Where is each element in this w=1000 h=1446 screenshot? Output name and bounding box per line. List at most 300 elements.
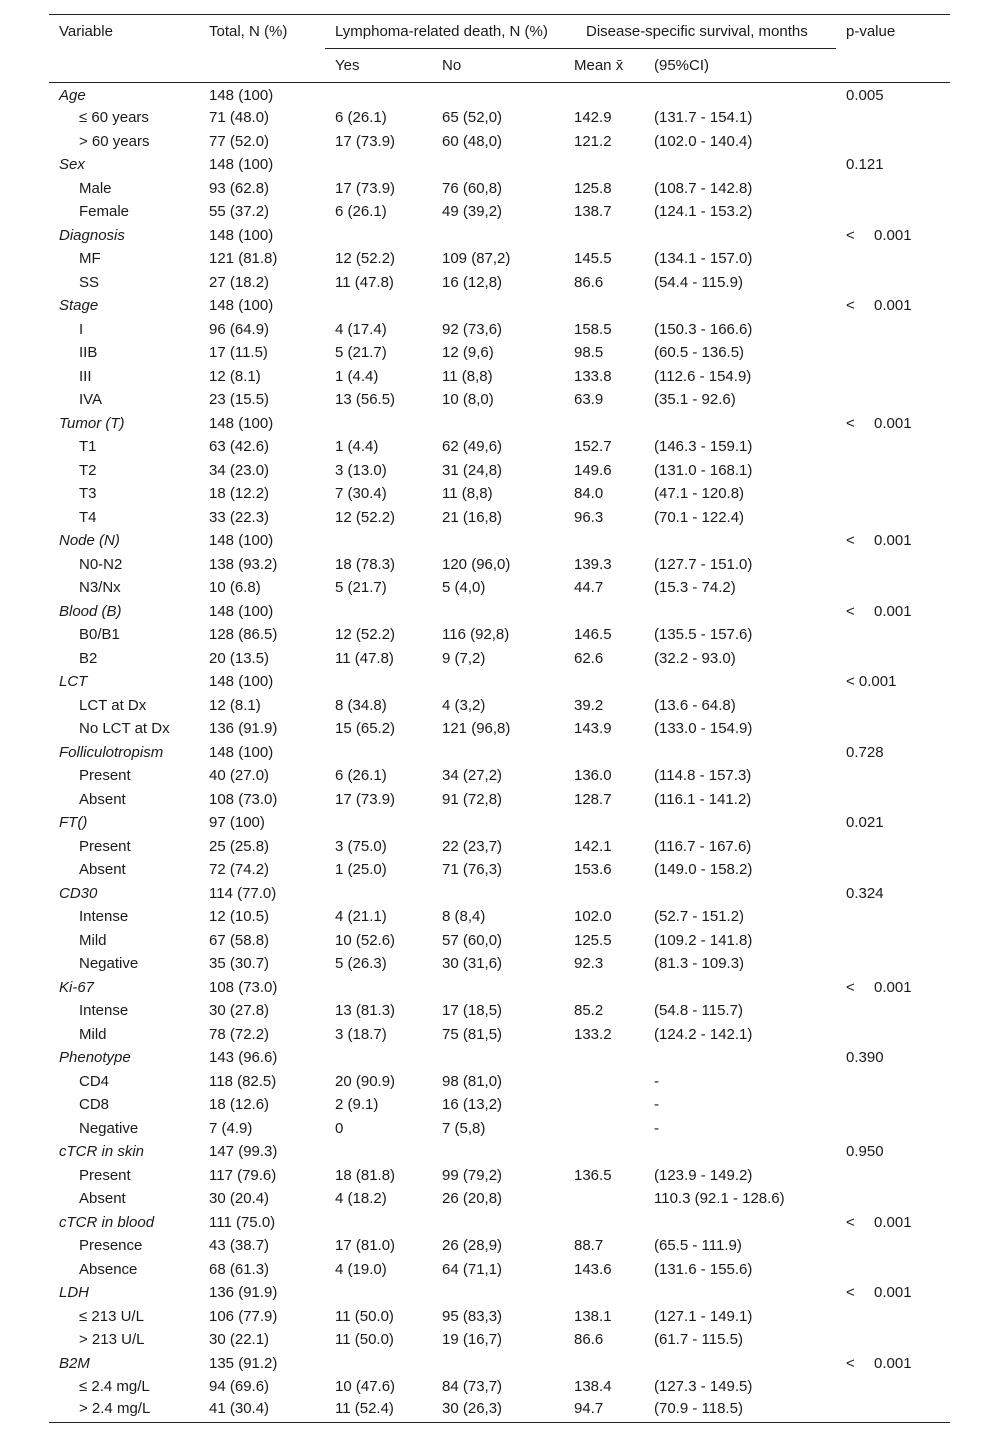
table-row [49, 482, 950, 506]
cell-variable: Intense [79, 908, 129, 926]
pvalue-number: 0.001 [874, 1354, 912, 1372]
pvalue-prefix: < [846, 226, 855, 244]
cell-ci [654, 1140, 836, 1164]
cell-death-no: 10 (8,0) [442, 391, 494, 409]
cell-pvalue [836, 647, 950, 671]
header-total: Total, N (%) [209, 15, 325, 49]
cell-death-no: 17 (18,5) [442, 1002, 503, 1020]
cell-death-no: 26 (28,9) [442, 1237, 503, 1255]
cell-death-yes [325, 224, 442, 248]
cell-mean: 139.3 [574, 555, 612, 573]
cell-variable: > 60 years [79, 132, 150, 150]
cell-ci [654, 670, 836, 694]
cell-ci: (133.0 - 154.9) [654, 720, 753, 738]
cell-ci: (109.2 - 141.8) [654, 931, 753, 949]
cell-total: 30 (27.8) [209, 1002, 270, 1020]
cell-mean: 152.7 [574, 438, 612, 456]
cell-death-yes: 1 (4.4) [335, 367, 379, 385]
cell-variable: Mild [79, 931, 107, 949]
cell-variable: Female [79, 203, 130, 221]
cell-death-no [442, 529, 570, 553]
header-empty-3 [836, 49, 950, 83]
cell-death-yes [325, 1211, 442, 1235]
cell-total: 148 (100) [209, 414, 274, 432]
table-row [49, 1164, 950, 1188]
table-row-group [49, 1352, 950, 1376]
cell-pvalue [836, 1352, 950, 1376]
header-mean: Mean x̄ [574, 57, 624, 74]
cell-death-yes: 4 (19.0) [335, 1260, 387, 1278]
cell-variable: Ki-67 [59, 978, 95, 996]
cell-pvalue [836, 1258, 950, 1282]
cell-total: 135 (91.2) [209, 1354, 278, 1372]
cell-death-yes: 11 (50.0) [335, 1307, 394, 1325]
table-row-group [49, 882, 950, 906]
cell-total: 148 (100) [209, 297, 274, 315]
pvalue-prefix: < [846, 297, 855, 315]
cell-death-no [442, 153, 570, 177]
cell-death-yes [325, 882, 442, 906]
cell-ci: (47.1 - 120.8) [654, 485, 745, 503]
cell-total: 78 (72.2) [209, 1025, 270, 1043]
table-row-group [49, 412, 950, 436]
cell-total: 148 (100) [209, 226, 274, 244]
cell-total: 12 (8.1) [209, 367, 261, 385]
cell-death-no: 30 (26,3) [442, 1399, 570, 1423]
cell-death-yes: 6 (26.1) [335, 767, 387, 785]
cell-variable: Intense [79, 1002, 129, 1020]
cell-mean [570, 1352, 654, 1376]
cell-pvalue [836, 130, 950, 154]
cell-death-no [442, 1140, 570, 1164]
table-row-group [49, 1281, 950, 1305]
table-row-group [49, 153, 950, 177]
cell-death-no: 116 (92,8) [442, 626, 510, 644]
cell-variable: I [79, 320, 84, 338]
cell-death-yes [325, 412, 442, 436]
cell-ci [654, 811, 836, 835]
cell-death-yes [325, 811, 442, 835]
cell-total: 148 (100) [209, 532, 274, 550]
header-no: No [442, 57, 462, 74]
cell-variable: Absent [79, 1190, 126, 1208]
cell-total: 67 (58.8) [209, 931, 270, 949]
cell-death-no: 91 (72,8) [442, 790, 503, 808]
cell-mean [570, 741, 654, 765]
cell-variable: Male [79, 179, 112, 197]
table-row [49, 694, 950, 718]
cell-mean [570, 882, 654, 906]
cell-total: 121 (81.8) [209, 250, 278, 268]
cell-death-yes [325, 153, 442, 177]
cell-mean: 146.5 [574, 626, 612, 644]
cell-death-yes: 18 (81.8) [335, 1166, 396, 1184]
cell-pvalue [836, 835, 950, 859]
cell-variable: B2M [59, 1354, 90, 1372]
cell-total: 68 (61.3) [209, 1260, 270, 1278]
table-row-group [49, 600, 950, 624]
cell-death-no: 64 (71,1) [442, 1260, 503, 1278]
cell-variable: LDH [59, 1284, 90, 1302]
cell-death-no: 8 (8,4) [442, 908, 486, 926]
cell-pvalue [836, 717, 950, 741]
cell-mean [570, 1140, 654, 1164]
cell-ci: (70.9 - 118.5) [654, 1399, 836, 1423]
cell-total: 93 (62.8) [209, 179, 270, 197]
cell-total: 118 (82.5) [209, 1072, 277, 1090]
cell-total: 41 (30.4) [209, 1399, 325, 1423]
cell-death-no: 71 (76,3) [442, 861, 503, 879]
cell-total: 18 (12.2) [209, 485, 270, 503]
cell-total: 77 (52.0) [209, 132, 270, 150]
table-row [49, 1234, 950, 1258]
cell-mean: 98.5 [574, 344, 604, 362]
cell-death-no: 21 (16,8) [442, 508, 503, 526]
cell-total: 148 (100) [209, 156, 274, 174]
cell-pvalue [836, 1164, 950, 1188]
cell-death-no: 109 (87,2) [442, 250, 511, 268]
cell-mean: 39.2 [574, 696, 604, 714]
cell-mean: 92.3 [574, 955, 604, 973]
cell-mean [570, 1046, 654, 1070]
cell-ci: (112.6 - 154.9) [654, 367, 752, 385]
cell-pvalue [836, 623, 950, 647]
table-row [49, 318, 950, 342]
cell-death-yes: 4 (21.1) [335, 908, 387, 926]
cell-ci: 110.3 (92.1 - 128.6) [654, 1190, 785, 1208]
cell-ci [654, 224, 836, 248]
header-yes: Yes [335, 57, 360, 74]
cell-death-yes: 20 (90.9) [335, 1072, 396, 1090]
cell-ci [654, 529, 836, 553]
pvalue-prefix: < [846, 532, 855, 550]
cell-ci [654, 600, 836, 624]
table-row-group [49, 670, 950, 694]
cell-death-no [442, 412, 570, 436]
cell-death-no: 92 (73,6) [442, 320, 503, 338]
cell-death-no: 121 (96,8) [442, 720, 511, 738]
cell-variable: IVA [79, 391, 103, 409]
pvalue-number: 0.001 [874, 1284, 912, 1302]
table-row [49, 388, 950, 412]
table-row-group [49, 976, 950, 1000]
cell-death-no: 49 (39,2) [442, 203, 503, 221]
cell-death-yes: 11 (52.4) [325, 1399, 442, 1423]
cell-pvalue [836, 576, 950, 600]
cell-mean [570, 600, 654, 624]
cell-pvalue [836, 1093, 950, 1117]
cell-variable: Present [79, 767, 131, 785]
cell-total: 108 (73.0) [209, 978, 278, 996]
cell-pvalue [836, 1305, 950, 1329]
cell-death-yes: 10 (47.6) [335, 1378, 396, 1396]
cell-death-no [442, 976, 570, 1000]
cell-pvalue [836, 318, 950, 342]
cell-death-yes: 12 (52.2) [335, 508, 396, 526]
cell-pvalue [836, 999, 950, 1023]
cell-death-yes: 17 (81.0) [335, 1237, 396, 1255]
cell-variable: Node (N) [59, 532, 120, 550]
cell-mean: 125.5 [574, 931, 612, 949]
cell-mean: 94.7 [570, 1399, 654, 1423]
cell-death-yes: 15 (65.2) [335, 720, 396, 738]
table-row [49, 623, 950, 647]
cell-pvalue [836, 482, 950, 506]
cell-ci: (127.7 - 151.0) [654, 555, 753, 573]
cell-mean: 125.8 [574, 179, 612, 197]
cell-pvalue [836, 412, 950, 436]
cell-total: 138 (93.2) [209, 555, 278, 573]
cell-variable: CD30 [59, 884, 98, 902]
table-row-group [49, 811, 950, 835]
cell-ci: (135.5 - 157.6) [654, 626, 753, 644]
cell-death-no: 4 (3,2) [442, 696, 486, 714]
cell-ci: (54.4 - 115.9) [654, 273, 743, 291]
cell-pvalue [836, 788, 950, 812]
cell-ci [654, 976, 836, 1000]
cell-variable: Present [79, 837, 131, 855]
cell-ci: (127.1 - 149.1) [654, 1307, 753, 1325]
cell-mean: 136.0 [574, 767, 612, 785]
cell-mean: 121.2 [574, 132, 612, 150]
cell-death-yes: 6 (26.1) [335, 203, 387, 221]
cell-variable: ≤ 213 U/L [79, 1307, 144, 1325]
table-row [49, 247, 950, 271]
cell-mean: 149.6 [574, 461, 612, 479]
table-row [49, 929, 950, 953]
cell-total: 35 (30.7) [209, 955, 270, 973]
cell-mean: 96.3 [574, 508, 604, 526]
cell-pvalue [836, 1234, 950, 1258]
cell-total: 94 (69.6) [209, 1378, 270, 1396]
table-row-group [49, 224, 950, 248]
cell-variable: LCT at Dx [79, 696, 147, 714]
cell-death-yes: 3 (13.0) [335, 461, 387, 479]
cell-ci [654, 294, 836, 318]
cell-mean: 153.6 [574, 861, 612, 879]
cell-death-no: 31 (24,8) [442, 461, 503, 479]
cell-pvalue [836, 247, 950, 271]
cell-total: 136 (91.9) [209, 720, 278, 738]
cell-death-no: 30 (31,6) [442, 955, 503, 973]
cell-variable: Mild [79, 1025, 107, 1043]
cell-death-no: 26 (20,8) [442, 1190, 503, 1208]
cell-total: 12 (8.1) [209, 696, 261, 714]
table-row [49, 788, 950, 812]
cell-variable: III [79, 367, 92, 385]
pvalue-prefix: < [846, 1354, 855, 1372]
cell-variable: > 2.4 mg/L [49, 1399, 209, 1423]
cell-death-no [442, 811, 570, 835]
pvalue-number: 0.001 [874, 602, 912, 620]
cell-variable: IIB [79, 344, 98, 362]
cell-death-no: 75 (81,5) [442, 1025, 503, 1043]
cell-ci: (60.5 - 136.5) [654, 344, 745, 362]
cell-death-yes: 12 (52.2) [335, 250, 396, 268]
cell-ci: - [654, 1072, 659, 1090]
table-row [49, 177, 950, 201]
cell-death-no: 5 (4,0) [442, 579, 486, 597]
cell-pvalue [836, 858, 950, 882]
cell-death-yes [325, 294, 442, 318]
cell-death-no: 19 (16,7) [442, 1331, 503, 1349]
cell-mean [570, 1117, 654, 1141]
cell-death-no: 62 (49,6) [442, 438, 503, 456]
cell-death-no: 65 (52,0) [442, 109, 503, 127]
cell-pvalue [836, 1187, 950, 1211]
cell-ci: (134.1 - 157.0) [654, 250, 753, 268]
cell-ci [654, 1352, 836, 1376]
cell-death-no: 84 (73,7) [442, 1378, 503, 1396]
cell-mean: 138.4 [574, 1378, 612, 1396]
cell-death-yes: 11 (47.8) [335, 649, 394, 667]
cell-total: 143 (96.6) [209, 1049, 278, 1067]
survival-table [49, 14, 950, 1423]
pvalue-prefix: < [846, 414, 855, 432]
cell-total: 117 (79.6) [209, 1166, 277, 1184]
cell-death-yes [325, 83, 442, 107]
cell-death-no: 57 (60,0) [442, 931, 503, 949]
cell-mean [570, 1187, 654, 1211]
cell-total: 128 (86.5) [209, 626, 278, 644]
table-row [49, 341, 950, 365]
cell-pvalue [836, 435, 950, 459]
cell-death-no [442, 741, 570, 765]
cell-total: 25 (25.8) [209, 837, 270, 855]
cell-ci: - [654, 1119, 659, 1137]
table-row [49, 835, 950, 859]
cell-pvalue [836, 694, 950, 718]
header-death-group: Lymphoma-related death, N (%) [325, 15, 570, 49]
cell-total: 7 (4.9) [209, 1119, 253, 1137]
table-row [49, 576, 950, 600]
cell-ci: (116.7 - 167.6) [654, 837, 752, 855]
table-row [49, 952, 950, 976]
cell-death-yes: 11 (50.0) [335, 1331, 394, 1349]
cell-pvalue [836, 224, 950, 248]
cell-death-no: 98 (81,0) [442, 1072, 503, 1090]
cell-ci: (32.2 - 93.0) [654, 649, 736, 667]
cell-variable: T1 [79, 438, 97, 456]
cell-variable: cTCR in skin [59, 1143, 145, 1161]
table-row [49, 553, 950, 577]
cell-ci: (13.6 - 64.8) [654, 696, 736, 714]
cell-mean [570, 1093, 654, 1117]
cell-variable: Phenotype [59, 1049, 131, 1067]
cell-variable: LCT [59, 673, 88, 691]
cell-ci: (52.7 - 151.2) [654, 908, 745, 926]
cell-ci: (70.1 - 122.4) [654, 508, 745, 526]
cell-death-yes: 17 (73.9) [335, 179, 396, 197]
cell-mean: 142.1 [574, 837, 612, 855]
cell-ci [654, 153, 836, 177]
cell-death-no [442, 83, 570, 107]
cell-total: 10 (6.8) [209, 579, 261, 597]
table-row [49, 1023, 950, 1047]
cell-pvalue [836, 764, 950, 788]
table-row [49, 1399, 950, 1423]
cell-death-yes: 6 (26.1) [335, 109, 387, 127]
cell-death-yes: 17 (73.9) [335, 132, 396, 150]
cell-mean: 86.6 [574, 1331, 604, 1349]
cell-ci [654, 1046, 836, 1070]
cell-mean: 84.0 [574, 485, 604, 503]
table-row [49, 1328, 950, 1352]
cell-variable: T3 [79, 485, 97, 503]
cell-death-no: 7 (5,8) [442, 1119, 486, 1137]
cell-variable: N3/Nx [79, 579, 121, 597]
cell-pvalue [836, 388, 950, 412]
cell-death-no: 76 (60,8) [442, 179, 503, 197]
cell-pvalue: < 0.001 [846, 673, 897, 691]
cell-death-yes [325, 741, 442, 765]
header-empty-2 [209, 49, 325, 83]
cell-death-no: 34 (27,2) [442, 767, 503, 785]
cell-variable: T2 [79, 461, 97, 479]
cell-total: 18 (12.6) [209, 1096, 270, 1114]
pvalue-number: 0.001 [874, 414, 912, 432]
table-row-group [49, 294, 950, 318]
cell-mean: 128.7 [574, 790, 612, 808]
cell-death-no [442, 882, 570, 906]
pvalue-number: 0.001 [874, 532, 912, 550]
cell-pvalue [836, 1211, 950, 1235]
table-row [49, 200, 950, 224]
cell-mean [570, 529, 654, 553]
cell-variable: Sex [59, 156, 85, 174]
cell-death-no [442, 1281, 570, 1305]
table-row [49, 717, 950, 741]
cell-pvalue [836, 106, 950, 130]
cell-variable: B2 [79, 649, 98, 667]
cell-death-no: 11 (8,8) [442, 485, 493, 503]
cell-total: 63 (42.6) [209, 438, 270, 456]
cell-ci: (150.3 - 166.6) [654, 320, 753, 338]
cell-pvalue [836, 952, 950, 976]
cell-mean: 158.5 [574, 320, 612, 338]
cell-pvalue: 0.121 [846, 156, 884, 174]
table-row-group [49, 529, 950, 553]
table-row [49, 365, 950, 389]
cell-total: 71 (48.0) [209, 109, 270, 127]
cell-ci: (35.1 - 92.6) [654, 391, 736, 409]
cell-death-yes [325, 1046, 442, 1070]
cell-total: 40 (27.0) [209, 767, 270, 785]
cell-death-no: 16 (13,2) [442, 1096, 503, 1114]
cell-pvalue [836, 1328, 950, 1352]
cell-death-yes [325, 1352, 442, 1376]
cell-variable: Presence [79, 1237, 143, 1255]
cell-mean [570, 811, 654, 835]
cell-variable: Absent [79, 861, 126, 879]
cell-ci [654, 1211, 836, 1235]
cell-variable: Diagnosis [59, 226, 125, 244]
cell-death-yes: 7 (30.4) [335, 485, 387, 503]
cell-pvalue [836, 600, 950, 624]
cell-mean: 86.6 [574, 273, 604, 291]
cell-death-yes: 8 (34.8) [335, 696, 387, 714]
cell-ci: (65.5 - 111.9) [654, 1237, 742, 1255]
cell-pvalue: 0.728 [846, 743, 884, 761]
cell-death-yes [325, 529, 442, 553]
cell-death-yes: 3 (18.7) [335, 1025, 387, 1043]
cell-ci: (149.0 - 158.2) [654, 861, 753, 879]
cell-variable: > 213 U/L [79, 1331, 145, 1349]
cell-variable: Absent [79, 790, 126, 808]
cell-death-yes: 13 (56.5) [335, 391, 396, 409]
cell-variable: Age [59, 87, 86, 104]
cell-variable: Absence [79, 1260, 138, 1278]
